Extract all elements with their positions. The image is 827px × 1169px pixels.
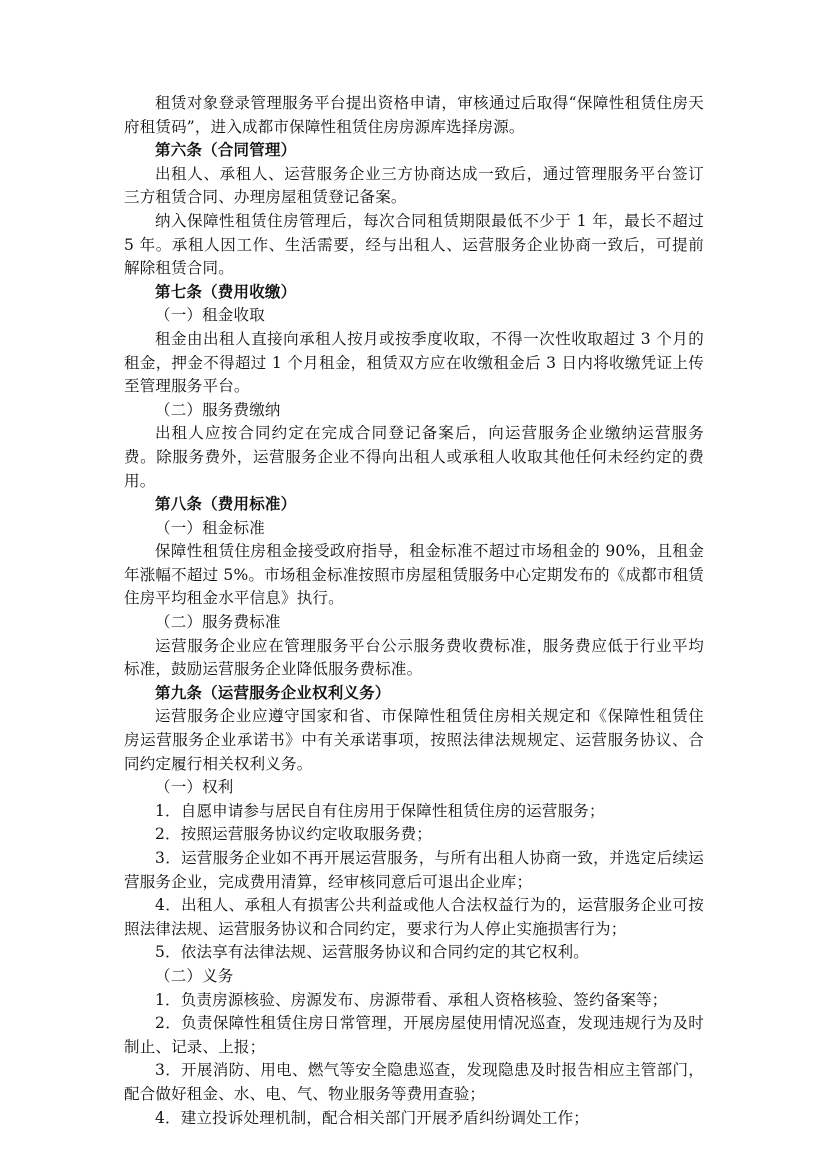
list-item-right-4: 4．出租人、承租人有损害公共利益或他人合法权益行为的，运营服务企业可按照法律法规、运营服务协议和合同约定，要求行为人停止实施损害行为； [124, 896, 704, 938]
subheading-rent-collection: （一）租金收取 [155, 306, 265, 325]
subheading-rights: （一）权利 [155, 778, 234, 797]
list-item-right-2: 2．按照运营服务协议约定收取服务费； [155, 825, 432, 844]
list-item-obligation-3: 3．开展消防、用电、燃气等安全隐患巡查，发现隐患及时报告相应主管部门，配合做好租金、水、电、气、物业服务等费用查验； [124, 1061, 704, 1103]
list-item-right-1: 1．自愿申请参与居民自有住房用于保障性租赁住房的运营服务； [155, 801, 605, 820]
list-item-right-5: 5．依法享有法律法规、运营服务协议和合同约定的其它权利。 [155, 943, 589, 962]
list-item-right-3: 3．运营服务企业如不再开展运营服务，与所有出租人协商一致，并选定后续运营服务企业，完成费用清算，经审核同意后可退出企业库； [124, 849, 704, 891]
paragraph-operator-obligations-intro: 运营服务企业应遵守国家和省、市保障性租赁住房相关规定和《保障性租赁住房运营服务企业承诺书》中有关承诺事项，按照法律法规规定、运营服务协议、合同约定履行相关权利义务。 [124, 707, 704, 773]
document-page [124, 92, 704, 1130]
heading-article-9: 第九条（运营服务企业权利义务） [155, 683, 391, 702]
subheading-service-fee-standard: （二）服务费标准 [155, 613, 281, 632]
paragraph-service-fee-standard: 运营服务企业应在管理服务平台公示服务费收费标准，服务费应低于行业平均标准，鼓励运营服务企业降低服务费标准。 [124, 636, 704, 679]
heading-article-8: 第八条（费用标准） [155, 495, 297, 514]
heading-article-6: 第六条（合同管理） [155, 141, 297, 160]
subheading-obligations: （二）义务 [155, 966, 234, 985]
paragraph-rent-collection: 租金由出租人直接向承租人按月或按季度收取，不得一次性收取超过 3 个月的租金，押金不得超过 1 个月租金，租赁双方应在收缴租金后 3 日内将收缴凭证上传至管理服务平台。 [124, 329, 704, 396]
list-item-obligation-4: 4．建立投诉处理机制，配合相关部门开展矛盾纠纷调处工作； [155, 1108, 589, 1127]
subheading-service-fee-payment: （二）服务费缴纳 [155, 400, 281, 419]
list-item-obligation-2: 2．负责保障性租赁住房日常管理，开展房屋使用情况巡查，发现违规行为及时制止、记录、上报； [124, 1014, 704, 1056]
subheading-rent-standard: （一）租金标准 [155, 518, 265, 537]
list-item-obligation-1: 1．负责房源核验、房源发布、房源带看、承租人资格核验、签约备案等； [155, 990, 668, 1009]
paragraph-application-text: 租赁对象登录管理服务平台提出资格申请，审核通过后取得“保障性租赁住房天府租赁码”，进入成都市保障性租赁住房房源库选择房源。 [124, 94, 704, 136]
paragraph-rent-standard: 保障性租赁住房租金接受政府指导，租金标准不超过市场租金的 90%，且租金年涨幅不超过 5%。市场租金标准按照市房屋租赁服务中心定期发布的《成都市租赁住房平均租金水平信息》执行。 [124, 542, 704, 608]
paragraph-contract-signing: 出租人、承租人、运营服务企业三方协商达成一致后，通过管理服务平台签订三方租赁合同、办理房屋租赁登记备案。 [124, 164, 704, 207]
heading-article-7: 第七条（费用收缴） [155, 282, 297, 301]
paragraph-service-fee-payment: 出租人应按合同约定在完成合同登记备案后，向运营服务企业缴纳运营服务费。除服务费外，运营服务企业不得向出租人或承租人收取其他任何未经约定的费用。 [124, 424, 704, 490]
paragraph-contract-term: 纳入保障性租赁住房管理后，每次合同租赁期限最低不少于 1 年，最长不超过 5 年。承租人因工作、生活需要，经与出租人、运营服务企业协商一致后，可提前解除租赁合同。 [124, 211, 704, 278]
